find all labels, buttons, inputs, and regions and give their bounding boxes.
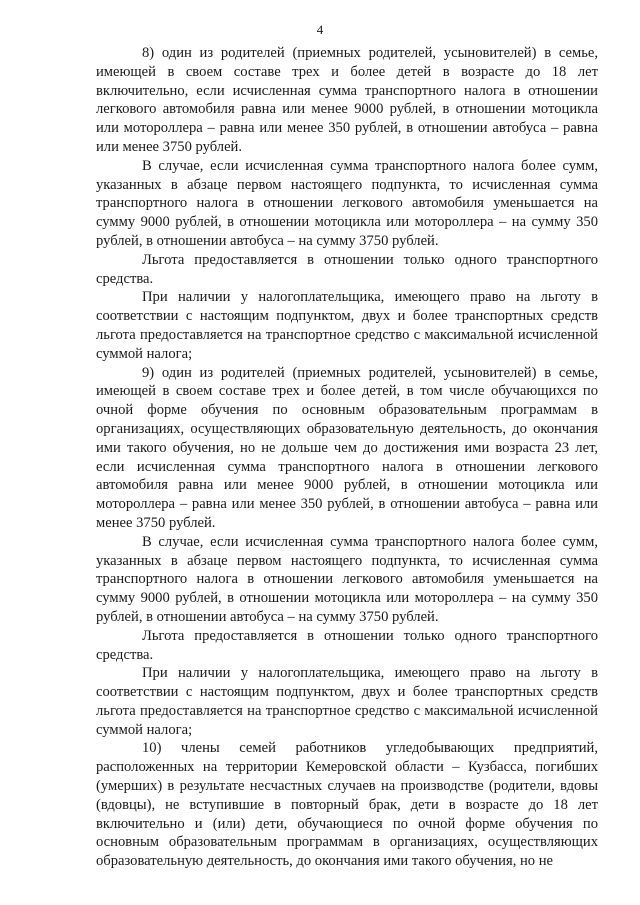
paragraph-9-reduction: В случае, если исчисленная сумма транспортного налога более сумм, указанных в абзаце первом настоящего подпункта, то исчисленная сумма транспортного налога в отношении легкового автомобиля уменьшается на сумму 9000 рублей, в отношении мотоцикла или мотороллера – на сумму 350 рублей, в отношении автобуса – на сумму 3750 рублей. (96, 533, 598, 625)
paragraph-8-main: 8) один из родителей (приемных родителей, усыновителей) в семье, имеющей в своем составе трех и более детей в возрасте до 18 лет включительно, если исчисленная сумма транспортного налога в отношении легкового автомобиля равна или менее 9000 рублей, в отношении мотоцикла или мотороллера – равна или менее 350 рублей, в отношении автобуса – равна или менее 3750 рублей. (96, 45, 598, 155)
paragraph-8-multiple-vehicles: При наличии у налогоплательщика, имеющего право на льготу в соответствии с настоящим подпунктом, двух и более транспортных средств льгота предоставляется на транспортное средство с максимальной исчисленной суммой налога; (96, 289, 598, 362)
paragraph-8-reduction: В случае, если исчисленная сумма транспортного налога более сумм, указанных в абзаце первом настоящего подпункта, то исчисленная сумма транспортного налога в отношении легкового автомобиля уменьшается на сумму 9000 рублей, в отношении мотоцикла или мотороллера – на сумму 350 рублей, в отношении автобуса – на сумму 3750 рублей. (96, 157, 598, 249)
paragraph-8-single-vehicle: Льгота предоставляется в отношении только одного транспортного средства. (96, 251, 598, 287)
paragraph-9-multiple-vehicles: При наличии у налогоплательщика, имеющего право на льготу в соответствии с настоящим подпунктом, двух и более транспортных средств льгота предоставляется на транспортное средство с максимальной исчисленной суммой налога; (96, 665, 598, 738)
paragraph-9-main: 9) один из родителей (приемных родителей, усыновителей) в семье, имеющей в своем составе трех и более детей, в том числе обучающихся по очной форме обучения по основным образовательным программам в организациях, осуществляющих образовательную деятельность, до окончания ими такого обучения, но не дольше чем до достижения ими возраста 23 лет, если исчисленная сумма транспортного налога в отношении легкового автомобиля равна или менее 9000 рублей, в отношении мотоцикла или мотороллера – равна или менее 350 рублей, в отношении автобуса – равна или менее 3750 рублей. (96, 364, 598, 531)
paragraph-10-main: 10) члены семей работников угледобывающих предприятий, расположенных на территории Кемеровской области – Кузбасса, погибших (умерших) в результате несчастных случаев на производстве (родители, вдовы (вдовцы), не вступившие в повторный брак, дети в возрасте до 18 лет включительно и (или) дети, обучающиеся по очной форме обучения по основным образовательным программам в организациях, осуществляющих образовательную деятельность, до окончания ими такого обучения, но не (96, 740, 598, 870)
paragraph-9-single-vehicle: Льгота предоставляется в отношении только одного транспортного средства. (96, 627, 598, 663)
page-number: 4 (316, 22, 324, 37)
document-body (96, 44, 598, 871)
